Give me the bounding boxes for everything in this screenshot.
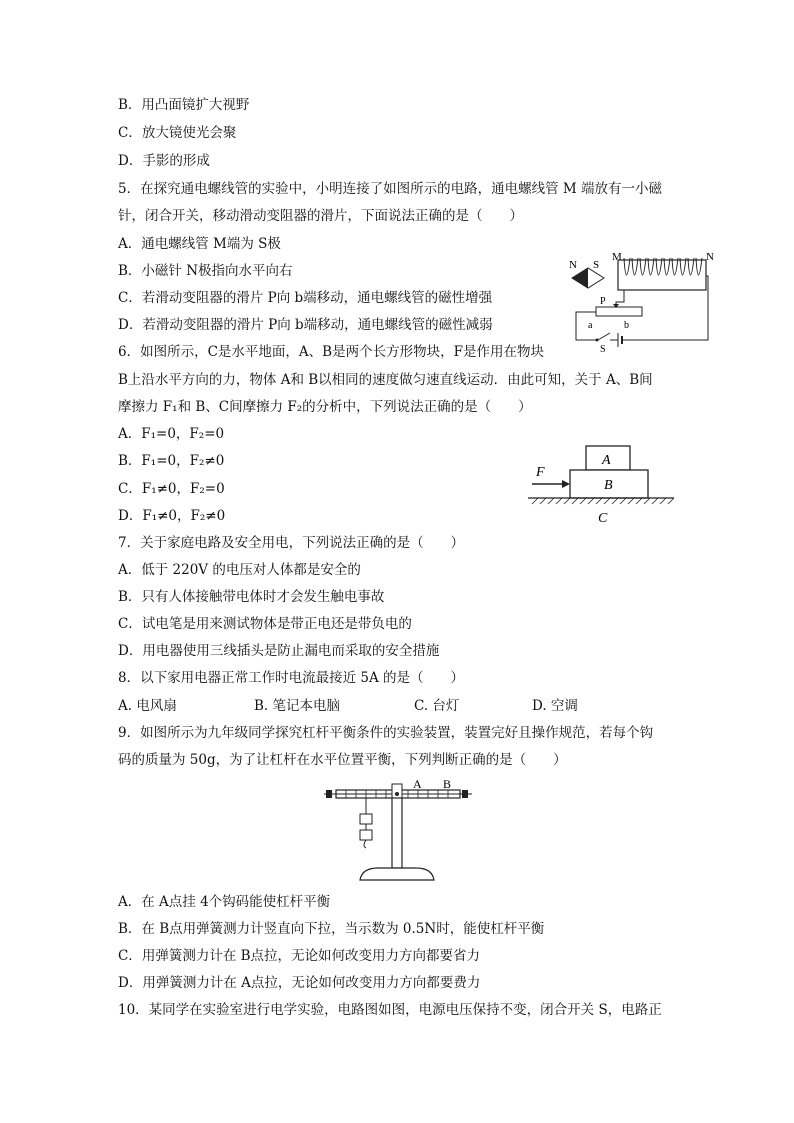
q7-stem: 7．关于家庭电路及安全用电，下列说法正确的是（ ）: [118, 535, 465, 551]
circuit-wire-left: [576, 312, 596, 340]
q6-stem-line3: 摩擦力 F₁和 B、C间摩擦力 F₂的分析中，下列说法正确的是（ ）: [118, 399, 532, 415]
q9-stem-line1: 9．如图所示为九年级同学探究杠杆平衡条件的实验装置，装置完好且操作规范，若每个钩: [118, 725, 654, 741]
solenoid-m-label: M: [612, 251, 622, 263]
q7-option-b: B．只有人体接触带电体时才会发生触电事故: [118, 589, 385, 605]
block-b-label: B: [604, 478, 613, 493]
q5-stem-line2: 针，闭合开关，移动滑动变阻器的滑片，下面说法正确的是（ ）: [118, 208, 523, 224]
q8-option-b: B. 笔记本电脑: [254, 698, 341, 714]
q8-option-c: C. 台灯: [414, 698, 460, 714]
hook-weight-1: [360, 814, 372, 824]
solenoid-circuit-figure: [556, 246, 718, 356]
q5-option-a: A．通电螺线管 M端为 S极: [118, 236, 281, 252]
q7-option-c: C．试电笔是用来测试物体是带正电还是带负电的: [118, 616, 412, 632]
q6-option-a: A．F₁=0，F₂=0: [118, 426, 225, 442]
block-a-label: A: [602, 453, 611, 468]
hook-weight-2: [360, 830, 372, 840]
q6-stem-line2: B上沿水平方向的力，物体 A和 B以相同的速度做匀速直线运动．由此可知，关于 A、B间: [118, 372, 653, 388]
q8-option-d: D. 空调: [532, 698, 578, 714]
q4-option-b: B．用凸面镜扩大视野: [118, 97, 250, 113]
ground-c-label: C: [598, 511, 608, 526]
rheostat-a-label: a: [588, 320, 593, 331]
q9-option-d: D．用弹簧测力计在 A点拉，无论如何改变用力方向都要费力: [118, 975, 481, 991]
q5-option-d: D．若滑动变阻器的滑片 P向 b端移动，通电螺线管的磁性减弱: [118, 317, 493, 333]
stand-base: [360, 868, 434, 880]
rheostat-b-label: b: [624, 320, 629, 331]
q8-stem: 8．以下家用电器正常工作时电流最接近 5A 的是（ ）: [118, 670, 465, 686]
needle-n-label: N: [569, 259, 577, 271]
q8-option-a: A. 电风扇: [118, 698, 177, 714]
q5-option-b: B．小磁针 N极指向水平向右: [118, 263, 293, 279]
q6-option-c: C．F₁≠0，F₂=0: [118, 481, 225, 497]
compass-north-half: [572, 268, 588, 288]
q6-option-b: B．F₁=0，F₂≠0: [118, 453, 225, 469]
slider-p-label: P: [600, 296, 606, 307]
q6-stem-line1: 6．如图所示，C是水平地面，A、B是两个长方形物块，F是作用在物块: [118, 344, 544, 360]
q9-option-a: A．在 A点挂 4个钩码能使杠杆平衡: [118, 894, 331, 910]
blocks-figure: [528, 440, 676, 526]
q10-stem-line1: 10．某同学在实验室进行电学实验，电路图如图，电源电压保持不变，闭合开关 S，电路正: [118, 1002, 662, 1018]
q9-option-b: B．在 B点用弹簧测力计竖直向下拉，当示数为 0.5N时，能使杠杆平衡: [118, 921, 545, 937]
lever-figure: [322, 776, 474, 886]
q7-option-d: D．用电器使用三线插头是防止漏电而采取的安全措施: [118, 643, 440, 659]
stand-post: [392, 798, 402, 868]
solenoid-n-label: N: [706, 251, 714, 263]
q5-option-c: C．若滑动变阻器的滑片 P向 b端移动，通电螺线管的磁性增强: [118, 290, 493, 306]
force-f-label: F: [536, 465, 545, 480]
rheostat: [596, 307, 642, 316]
q7-option-a: A．低于 220V 的电压对人体都是安全的: [118, 562, 361, 578]
needle-s-label: S: [593, 259, 600, 271]
switch-s-label: S: [600, 344, 606, 355]
q5-stem-line1: 5．在探究通电螺线管的实验中，小明连接了如图所示的电路，通电螺线管 M 端放有一小磁: [118, 181, 662, 197]
q9-option-c: C．用弹簧测力计在 B点拉，无论如何改变用力方向都要省力: [118, 948, 481, 964]
lever-point-a-label: A: [413, 777, 422, 791]
ground-hatching: [532, 498, 674, 504]
q4-option-c: C．放大镜使光会聚: [118, 125, 237, 141]
lever-point-b-label: B: [443, 777, 452, 791]
q9-stem-line2: 码的质量为 50g，为了让杠杆在水平位置平衡，下列判断正确的是（ ）: [118, 752, 567, 768]
switch: [598, 333, 610, 340]
q6-option-d: D．F₁≠0，F₂≠0: [118, 508, 226, 524]
q4-option-d: D．手影的形成: [118, 153, 210, 169]
